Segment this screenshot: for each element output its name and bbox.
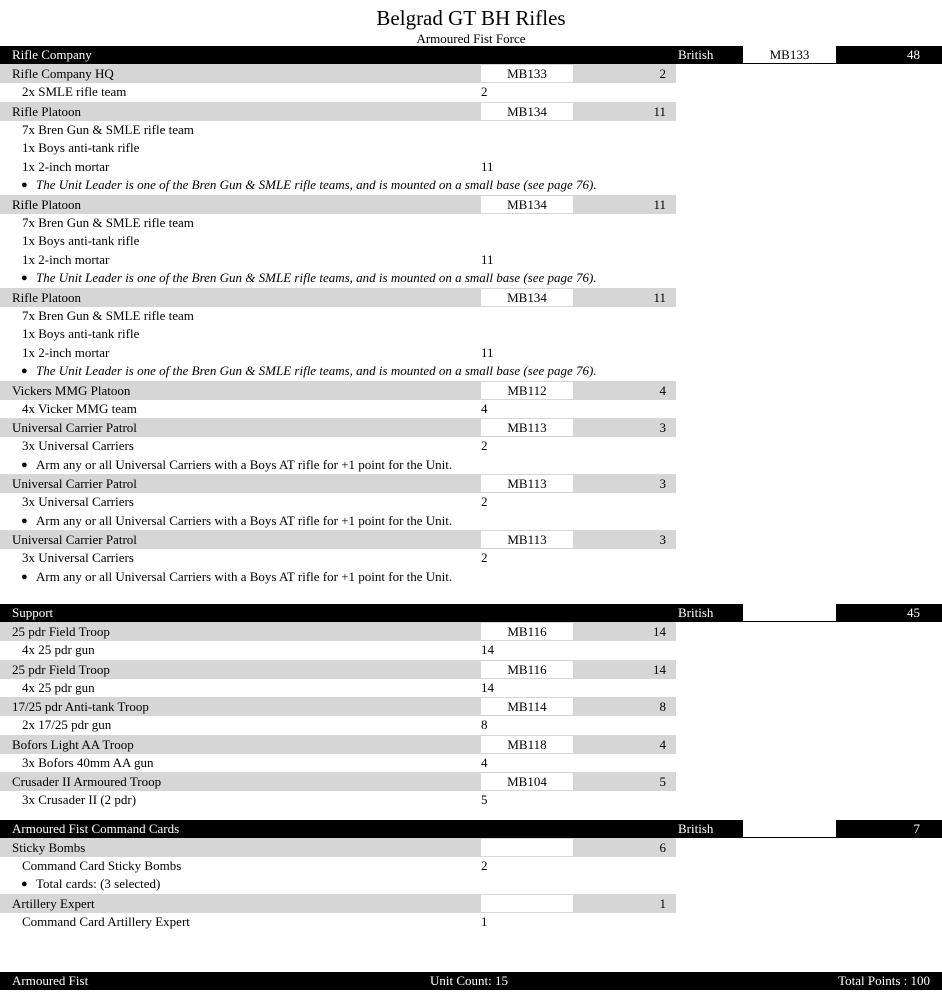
unit-row[interactable]: [0, 102, 676, 121]
unit-code-box: MB134: [481, 103, 573, 120]
section-name: Support: [12, 605, 54, 620]
unit-row[interactable]: [0, 64, 676, 83]
unit-points: 1: [659, 895, 666, 911]
unit-note: [0, 269, 942, 288]
unit-line-text: 3x Crusader II (2 pdr): [22, 792, 137, 807]
unit-line-text: 1x Boys anti-tank rifle: [22, 326, 140, 341]
unit-note: [0, 176, 942, 195]
unit-row[interactable]: [0, 530, 676, 549]
unit-line-text: 1x Boys anti-tank rifle: [22, 140, 140, 155]
unit-name: Rifle Platoon: [12, 103, 81, 119]
section-name: Armoured Fist Command Cards: [12, 820, 180, 836]
unit-code-box: MB114: [481, 698, 573, 715]
unit-line: [0, 400, 942, 419]
unit-line-text: 1x Boys anti-tank rifle: [22, 233, 140, 248]
unit-points: 11: [653, 103, 666, 119]
unit-line: [0, 549, 942, 568]
unit-points: 3: [659, 476, 666, 491]
unit-line: [0, 857, 942, 876]
unit-points: 4: [659, 736, 666, 752]
unit-name: Vickers MMG Platoon: [12, 382, 131, 398]
unit-note: [0, 875, 942, 894]
unit-line: [0, 493, 942, 512]
bullet-icon: ●: [21, 514, 28, 527]
unit-line: [0, 251, 942, 270]
unit-row[interactable]: [0, 418, 676, 437]
unit-points: 11: [653, 289, 666, 305]
unit-line-text: 4x 25 pdr gun: [22, 642, 95, 657]
unit-code-box: [481, 895, 573, 912]
unit-note-text: Total cards: (3 selected): [36, 876, 161, 891]
footer-total-points: Total Points : 100: [838, 973, 930, 988]
unit-code-box: MB133: [481, 65, 573, 82]
unit-line-text: 4x Vicker MMG team: [22, 400, 137, 416]
unit-code-box: MB112: [481, 382, 573, 399]
bullet-icon: ●: [21, 878, 28, 890]
unit-code-box: MB118: [481, 736, 573, 753]
unit-code-box: MB116: [481, 661, 573, 678]
unit-points: 6: [659, 839, 666, 855]
unit-note-text: Arm any or all Universal Carriers with a Boys AT rifle for +1 point for the Unit.: [36, 512, 453, 528]
section-nation: British: [678, 605, 714, 620]
unit-name: Universal Carrier Patrol: [12, 476, 137, 491]
unit-note-text: The Unit Leader is one of the Bren Gun & SMLE rifle teams, and is mounted on a small base (see page 76).: [36, 363, 597, 378]
unit-name: Crusader II Armoured Troop: [12, 774, 162, 789]
unit-line-text: 1x 2-inch mortar: [22, 251, 110, 267]
army-list: [0, 46, 942, 931]
unit-line: [0, 754, 942, 773]
unit-line: [0, 437, 942, 456]
section: [0, 46, 942, 586]
section-points: 48: [907, 47, 920, 62]
unit-row[interactable]: [0, 660, 676, 679]
unit-name: Bofors Light AA Troop: [12, 736, 134, 752]
unit-name: Rifle Platoon: [12, 289, 81, 305]
unit-points: 4: [659, 382, 666, 398]
unit-code-box: MB134: [481, 289, 573, 306]
unit-line: [0, 716, 942, 735]
unit-line: [0, 232, 942, 251]
section-points: 45: [907, 605, 920, 620]
unit-line: [0, 325, 942, 344]
unit-line-text: 3x Universal Carriers: [22, 550, 134, 565]
unit-line-text: 7x Bren Gun & SMLE rifle team: [22, 214, 194, 230]
unit-line: [0, 214, 942, 233]
unit-line-points: 2: [481, 494, 488, 509]
unit-points: 8: [659, 699, 666, 714]
unit-row[interactable]: [0, 838, 676, 857]
unit-note-text: Arm any or all Universal Carriers with a Boys AT rifle for +1 point for the Unit.: [36, 568, 453, 584]
unit-line-points: 11: [481, 344, 494, 360]
unit-name: Sticky Bombs: [12, 839, 86, 855]
unit-code-box: MB134: [481, 196, 573, 213]
footer-unit-count: Unit Count: 15: [430, 973, 509, 988]
unit-line-text: 1x 2-inch mortar: [22, 344, 110, 360]
unit-line: [0, 344, 942, 363]
unit-note: [0, 456, 942, 475]
unit-name: 17/25 pdr Anti-tank Troop: [12, 699, 149, 714]
section-nation: British: [678, 820, 714, 836]
unit-row[interactable]: [0, 772, 676, 791]
unit-line-points: 14: [481, 642, 494, 657]
bullet-icon: ●: [21, 458, 28, 471]
section-header: [0, 604, 942, 622]
page-title: Belgrad GT BH Rifles: [376, 6, 566, 30]
unit-line-points: 2: [481, 84, 488, 99]
unit-name: 25 pdr Field Troop: [12, 661, 110, 677]
unit-points: 5: [659, 774, 666, 789]
unit-row[interactable]: [0, 735, 676, 754]
bullet-icon: ●: [21, 272, 28, 284]
unit-line-points: 8: [481, 717, 488, 732]
section-spacer: [0, 586, 942, 604]
unit-name: Rifle Company HQ: [12, 66, 114, 81]
unit-row[interactable]: [0, 195, 676, 214]
unit-code-box: MB116: [481, 623, 573, 640]
unit-code-box: MB113: [481, 419, 573, 436]
unit-code-box: [481, 839, 573, 856]
unit-points: 11: [653, 196, 666, 212]
unit-line-text: 2x 17/25 pdr gun: [22, 717, 112, 732]
unit-name: Universal Carrier Patrol: [12, 532, 137, 547]
unit-line-points: 11: [481, 158, 494, 174]
unit-line: [0, 913, 942, 932]
unit-line-text: 3x Bofors 40mm AA gun: [22, 754, 154, 770]
section-header: [0, 820, 942, 838]
section-spacer: [0, 810, 942, 820]
unit-row[interactable]: [0, 288, 676, 307]
unit-line-points: 2: [481, 438, 488, 453]
unit-name: Artillery Expert: [12, 895, 95, 911]
unit-line-points: 4: [481, 754, 488, 770]
bullet-icon: ●: [21, 365, 28, 377]
section: [0, 820, 942, 932]
unit-line-text: 3x Universal Carriers: [22, 438, 134, 453]
unit-line-text: 7x Bren Gun & SMLE rifle team: [22, 121, 194, 137]
section-code: [743, 820, 836, 838]
unit-line: [0, 121, 942, 140]
unit-line-text: Command Card Artillery Expert: [22, 913, 190, 929]
unit-code-box: MB113: [481, 475, 573, 492]
unit-line-points: 1: [481, 913, 488, 929]
unit-line-text: 4x 25 pdr gun: [22, 679, 95, 695]
section-code: MB133: [743, 46, 836, 64]
unit-line-points: 11: [481, 251, 494, 267]
unit-line-text: 1x 2-inch mortar: [22, 158, 110, 174]
footer-bar: [0, 972, 942, 990]
section-name: Rifle Company: [12, 47, 92, 62]
unit-note: [0, 512, 942, 531]
unit-line: [0, 307, 942, 326]
unit-points: 14: [653, 661, 666, 677]
unit-code-box: MB104: [481, 773, 573, 790]
section: [0, 604, 942, 810]
bullet-icon: ●: [21, 570, 28, 583]
unit-line: [0, 158, 942, 177]
unit-line-text: 2x SMLE rifle team: [22, 84, 127, 99]
unit-line-points: 14: [481, 679, 494, 695]
unit-note-text: Arm any or all Universal Carriers with a Boys AT rifle for +1 point for the Unit.: [36, 456, 453, 472]
unit-line-text: 3x Universal Carriers: [22, 494, 134, 509]
unit-row[interactable]: [0, 474, 676, 493]
unit-note: [0, 362, 942, 381]
unit-name: 25 pdr Field Troop: [12, 624, 110, 639]
unit-row[interactable]: [0, 894, 676, 913]
unit-points: 3: [659, 420, 666, 435]
unit-points: 14: [653, 624, 666, 639]
unit-line-text: 7x Bren Gun & SMLE rifle team: [22, 307, 194, 323]
section-nation: British: [678, 47, 714, 62]
unit-line-text: Command Card Sticky Bombs: [22, 857, 182, 873]
unit-line-points: 4: [481, 400, 488, 416]
unit-line: [0, 139, 942, 158]
unit-line: [0, 679, 942, 698]
unit-row[interactable]: [0, 697, 676, 716]
unit-line-points: 2: [481, 550, 488, 565]
section-points: 7: [913, 820, 920, 836]
unit-note-text: The Unit Leader is one of the Bren Gun & SMLE rifle teams, and is mounted on a small base (see page 76).: [36, 177, 597, 192]
unit-line: [0, 791, 942, 810]
bullet-icon: ●: [21, 179, 28, 191]
footer-force-name: Armoured Fist: [12, 973, 89, 988]
unit-points: 3: [659, 532, 666, 547]
unit-points: 2: [659, 66, 666, 81]
section-header: [0, 46, 942, 64]
unit-row[interactable]: [0, 381, 676, 400]
unit-row[interactable]: [0, 622, 676, 641]
unit-name: Rifle Platoon: [12, 196, 81, 212]
unit-line-points: 2: [481, 857, 488, 873]
section-code: [743, 604, 836, 622]
page-subtitle: Armoured Fist Force: [416, 31, 526, 46]
unit-line: [0, 83, 942, 102]
unit-line-points: 5: [481, 792, 488, 807]
unit-line: [0, 641, 942, 660]
unit-code-box: MB113: [481, 531, 573, 548]
unit-note-text: The Unit Leader is one of the Bren Gun & SMLE rifle teams, and is mounted on a small base (see page 76).: [36, 270, 597, 285]
unit-name: Universal Carrier Patrol: [12, 420, 137, 435]
unit-note: [0, 568, 942, 587]
